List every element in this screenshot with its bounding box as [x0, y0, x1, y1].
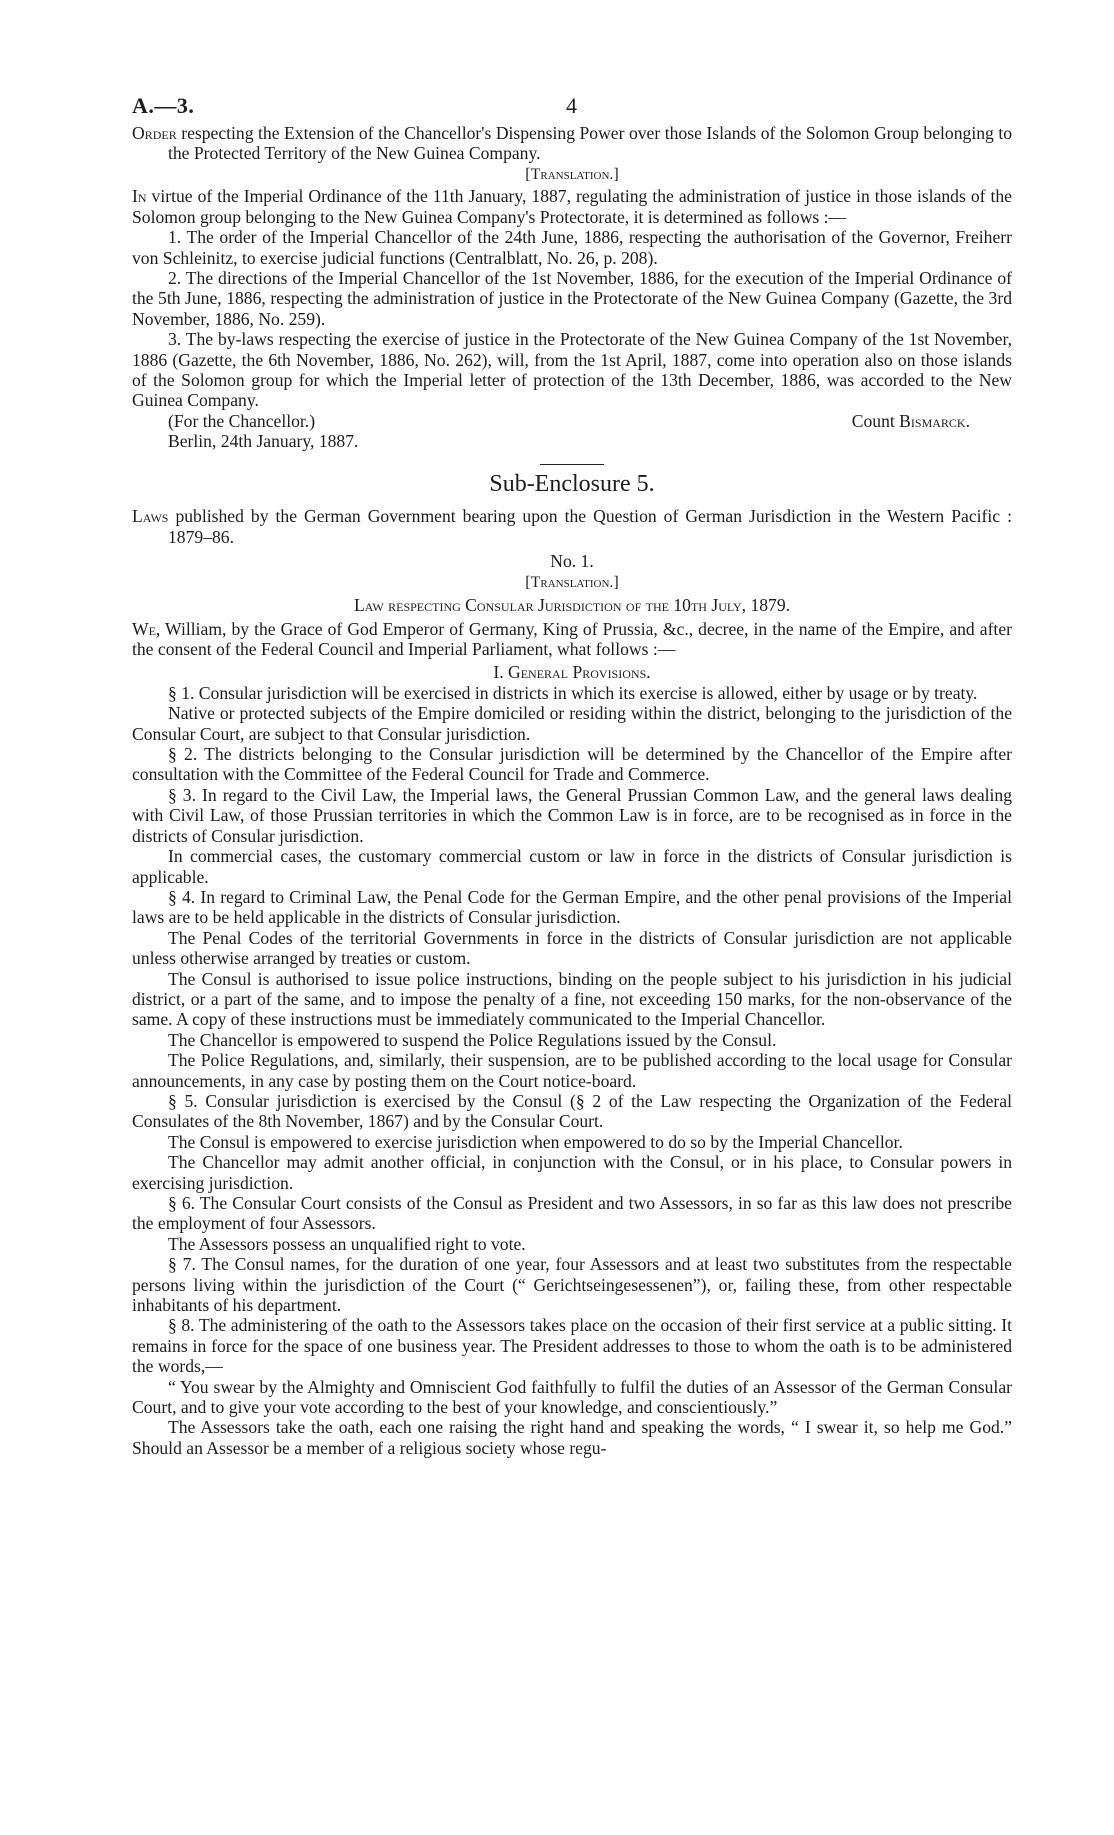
- law-preamble-lead: We,: [132, 618, 161, 639]
- order-intro-lead: In: [132, 186, 147, 207]
- sub-enclosure-title: Sub-Enclosure 5.: [489, 470, 655, 497]
- law-paragraph: § 6. The Consular Court consists of the Consul as President and two Assessors, in so far as this law does not prescribe the employment of four Assessors.: [132, 1193, 1012, 1234]
- for-chancellor-line: (For the Chancellor.): [168, 410, 316, 431]
- order-item-3: 3. The by-laws respecting the exercise of justice in the Protectorate of the New Guinea Company of the 1st November, 1886 (Gazette, the 6th November, 1886, No. 262), will, from the 1st April, 1887, come into operation also on those islands of the Solomon group for which the Imperial letter of protection of the 13th December, 1886, was accorded to the New Guinea Company.: [132, 329, 1012, 411]
- signatory-name: Bismarck.: [899, 410, 970, 431]
- signatory: [852, 411, 970, 431]
- law-paragraph: § 3. In regard to the Civil Law, the Imperial laws, the General Prussian Common Law, and the general laws dealing with Civil Law, of those Prussian territories in which the Common Law is in force, are to be recognised as in force in the districts of Consular jurisdiction.: [132, 784, 1012, 846]
- law-paragraph: The Assessors take the oath, each one raising the right hand and speaking the words, “ I swear it, so help me God.” Should an Assessor be a member of a religious society whose regu-: [132, 1417, 1012, 1458]
- law-paragraph: § 7. The Consul names, for the duration of one year, four Assessors and at least two substitutes from the respectable persons living within the jurisdiction of the Court (“ Gerichtseingesessenen”), or, failing these, from other respectable inhabitants of his department.: [132, 1254, 1012, 1316]
- law-paragraph: “ You swear by the Almighty and Omniscient God faithfully to fulfil the duties of an Assessor of the German Consular Court, and to give your vote according to the best of your knowledge, and conscientiously.”: [132, 1376, 1012, 1418]
- law-paragraph: The Police Regulations, and, similarly, their suspension, are to be published according to the local usage for Consular announcements, in any case by posting them on the Court notice-board.: [132, 1050, 1012, 1091]
- law-paragraph: The Consul is empowered to exercise jurisdiction when empowered to do so by the Imperial Chancellor.: [168, 1131, 903, 1152]
- law-paragraph: § 1. Consular jurisdiction will be exercised in districts in which its exercise is allowed, either by usage or by treaty.: [168, 682, 978, 703]
- signature-row: [132, 411, 1012, 431]
- laws-heading-lead: Laws: [132, 506, 169, 527]
- order-item-2: 2. The directions of the Imperial Chancellor of the 1st November, 1886, for the execution of the Imperial Ordinance of the 5th June, 1886, respecting the administration of justice in the Protectorate of the New Guinea Company (Gazette, the 3rd November, 1886, No. 259).: [132, 267, 1012, 329]
- section-divider: [540, 464, 604, 465]
- law-paragraph: Native or protected subjects of the Empire domiciled or residing within the district, belonging to the jurisdiction of the Consular Court, are subject to that Consular jurisdiction.: [132, 703, 1012, 744]
- law-paragraph: § 8. The administering of the oath to the Assessors takes place on the occasion of their first service at a public sitting. It remains in force for the space of one business year. The President addresses to those to whom the oath is to be administered the words,—: [132, 1315, 1012, 1377]
- law-paragraph: The Penal Codes of the territorial Governments in force in the districts of Consular jurisdiction are not applicable unless otherwise arranged by treaties or custom.: [132, 927, 1012, 969]
- order-item-1: 1. The order of the Imperial Chancellor of the 24th June, 1886, respecting the authorisation of the Governor, Freiherr von Schleinitz, to exercise judicial functions (Centralblatt, No. 26, p. 208).: [132, 227, 1012, 268]
- signatory-prefix: Count: [851, 410, 900, 431]
- laws-heading-rest: published by the German Government bearing upon the Question of German Jurisdiction in the Western Pacific : 1879–86.: [168, 506, 1012, 547]
- law-paragraph: § 5. Consular jurisdiction is exercised by the Consul (§ 2 of the Law respecting the Organization of the Federal Consulates of the 8th November, 1867) and by the Consular Court.: [132, 1090, 1012, 1132]
- laws-heading: [132, 506, 1012, 547]
- law-paragraph: The Chancellor is empowered to suspend the Police Regulations issued by the Consul.: [168, 1029, 777, 1050]
- order-title: [132, 123, 1012, 164]
- page-number: 4: [566, 93, 577, 118]
- place-date-line: Berlin, 24th January, 1887.: [168, 431, 359, 452]
- page-header: [132, 85, 1012, 123]
- law-translation-note: [Translation.]: [525, 573, 619, 591]
- law-paragraph: The Consul is authorised to issue police instructions, binding on the people subject to his jurisdiction in his judicial district, or a part of the same, and to impose the penalty of a fine, not exceeding 150 marks, for the non-observance of the same. A copy of these instructions must be immediately communicated to the Imperial Chancellor.: [132, 968, 1012, 1030]
- law-preamble: [132, 619, 1012, 660]
- document-reference: A.—3.: [132, 93, 195, 118]
- law-paragraph: In commercial cases, the customary commercial custom or law in force in the districts of Consular jurisdiction is applicable.: [132, 846, 1012, 887]
- law-paragraph: The Chancellor may admit another official, in conjunction with the Consul, or in his place, to Consular powers in exercising jurisdiction.: [132, 1152, 1012, 1193]
- section-heading: I. General Provisions.: [493, 662, 651, 683]
- order-intro-rest: virtue of the Imperial Ordinance of the 11th January, 1887, regulating the administration of justice in those islands of the Solomon group belonging to the New Guinea Company's Protectorate, it is determined as follows :—: [132, 186, 1012, 227]
- order-intro: [132, 186, 1012, 227]
- order-translation-note: [Translation.]: [525, 165, 619, 183]
- law-paragraph: § 4. In regard to Criminal Law, the Penal Code for the German Empire, and the other penal provisions of the Imperial laws are to be held applicable in the districts of Consular jurisdiction.: [132, 886, 1012, 928]
- law-number: No. 1.: [550, 551, 594, 572]
- law-preamble-rest: William, by the Grace of God Emperor of Germany, King of Prussia, &c., decree, in the name of the Empire, and after the consent of the Federal Council and Imperial Parliament, what follows :—: [132, 618, 1012, 660]
- law-paragraph: The Assessors possess an unqualified right to vote.: [168, 1233, 526, 1254]
- law-paragraph: § 2. The districts belonging to the Consular jurisdiction will be determined by the Chancellor of the Empire after consultation with the Committee of the Federal Council for Trade and Commerce.: [132, 744, 1012, 785]
- order-title-lead: Order: [132, 123, 177, 143]
- law-title: Law respecting Consular Jurisdiction of the 10th July, 1879.: [353, 595, 791, 616]
- order-title-rest: respecting the Extension of the Chancellor's Dispensing Power over those Islands of the Solomon Group belonging to the Protected Territory of the New Guinea Company.: [168, 123, 1012, 164]
